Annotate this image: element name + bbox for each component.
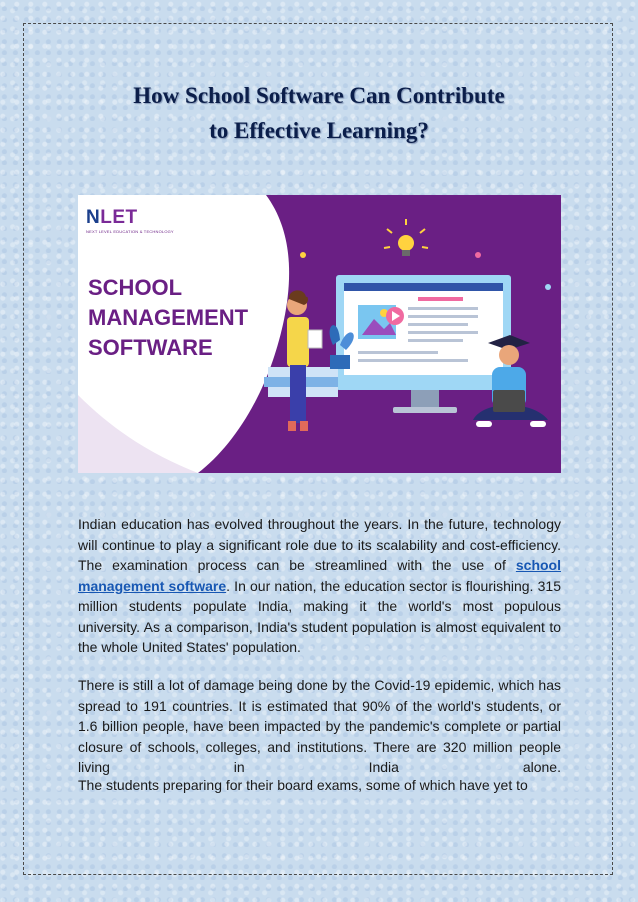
hero-image — [78, 195, 561, 473]
title-line-2: to Effective Learning? — [209, 118, 429, 143]
logo-letter: N — [86, 207, 101, 228]
school-management-software-link[interactable]: school management software — [78, 557, 561, 594]
document-title — [60, 78, 578, 148]
paragraph-1-end: . In our nation, the education sector is flourishing. 315 million students populate India, making it the world's most populous university. As a comparison, India's student population is almost equivalent to the whole United States' population. — [78, 577, 561, 655]
logo-tagline: NEXT LEVEL EDUCATION & TECHNOLOGY — [86, 229, 174, 234]
paragraph-1-start: Indian education has evolved throughout the years. In the future, technology will continue to play a significant role due to its scalability and cost-efficiency. The examination process can be streamlined with the use of — [78, 516, 561, 573]
hero-heading-line-3: SOFTWARE — [88, 335, 213, 360]
paragraph-2: There is still a lot of damage being done by the Covid-19 epidemic, which has spread to 191 countries. It is estimated that 90% of the world's students, or 1.6 billion people, have been impacted by the pandemic's complete or partial closure of schools, colleges, and institutions. There are 320 million people living in India alone. — [78, 677, 561, 775]
hero-heading-line-1: SCHOOL — [88, 275, 183, 300]
hero-heading — [88, 273, 248, 363]
title-line-1: How School Software Can Contribute — [133, 83, 505, 108]
paragraph-3: The students preparing for their board exams, some of which have yet to — [78, 777, 528, 793]
paragraph-1 — [78, 514, 561, 658]
nlet-logo — [86, 207, 174, 234]
hero-heading-line-2: MANAGEMENT — [88, 305, 249, 330]
logo-text: LET — [100, 207, 138, 228]
